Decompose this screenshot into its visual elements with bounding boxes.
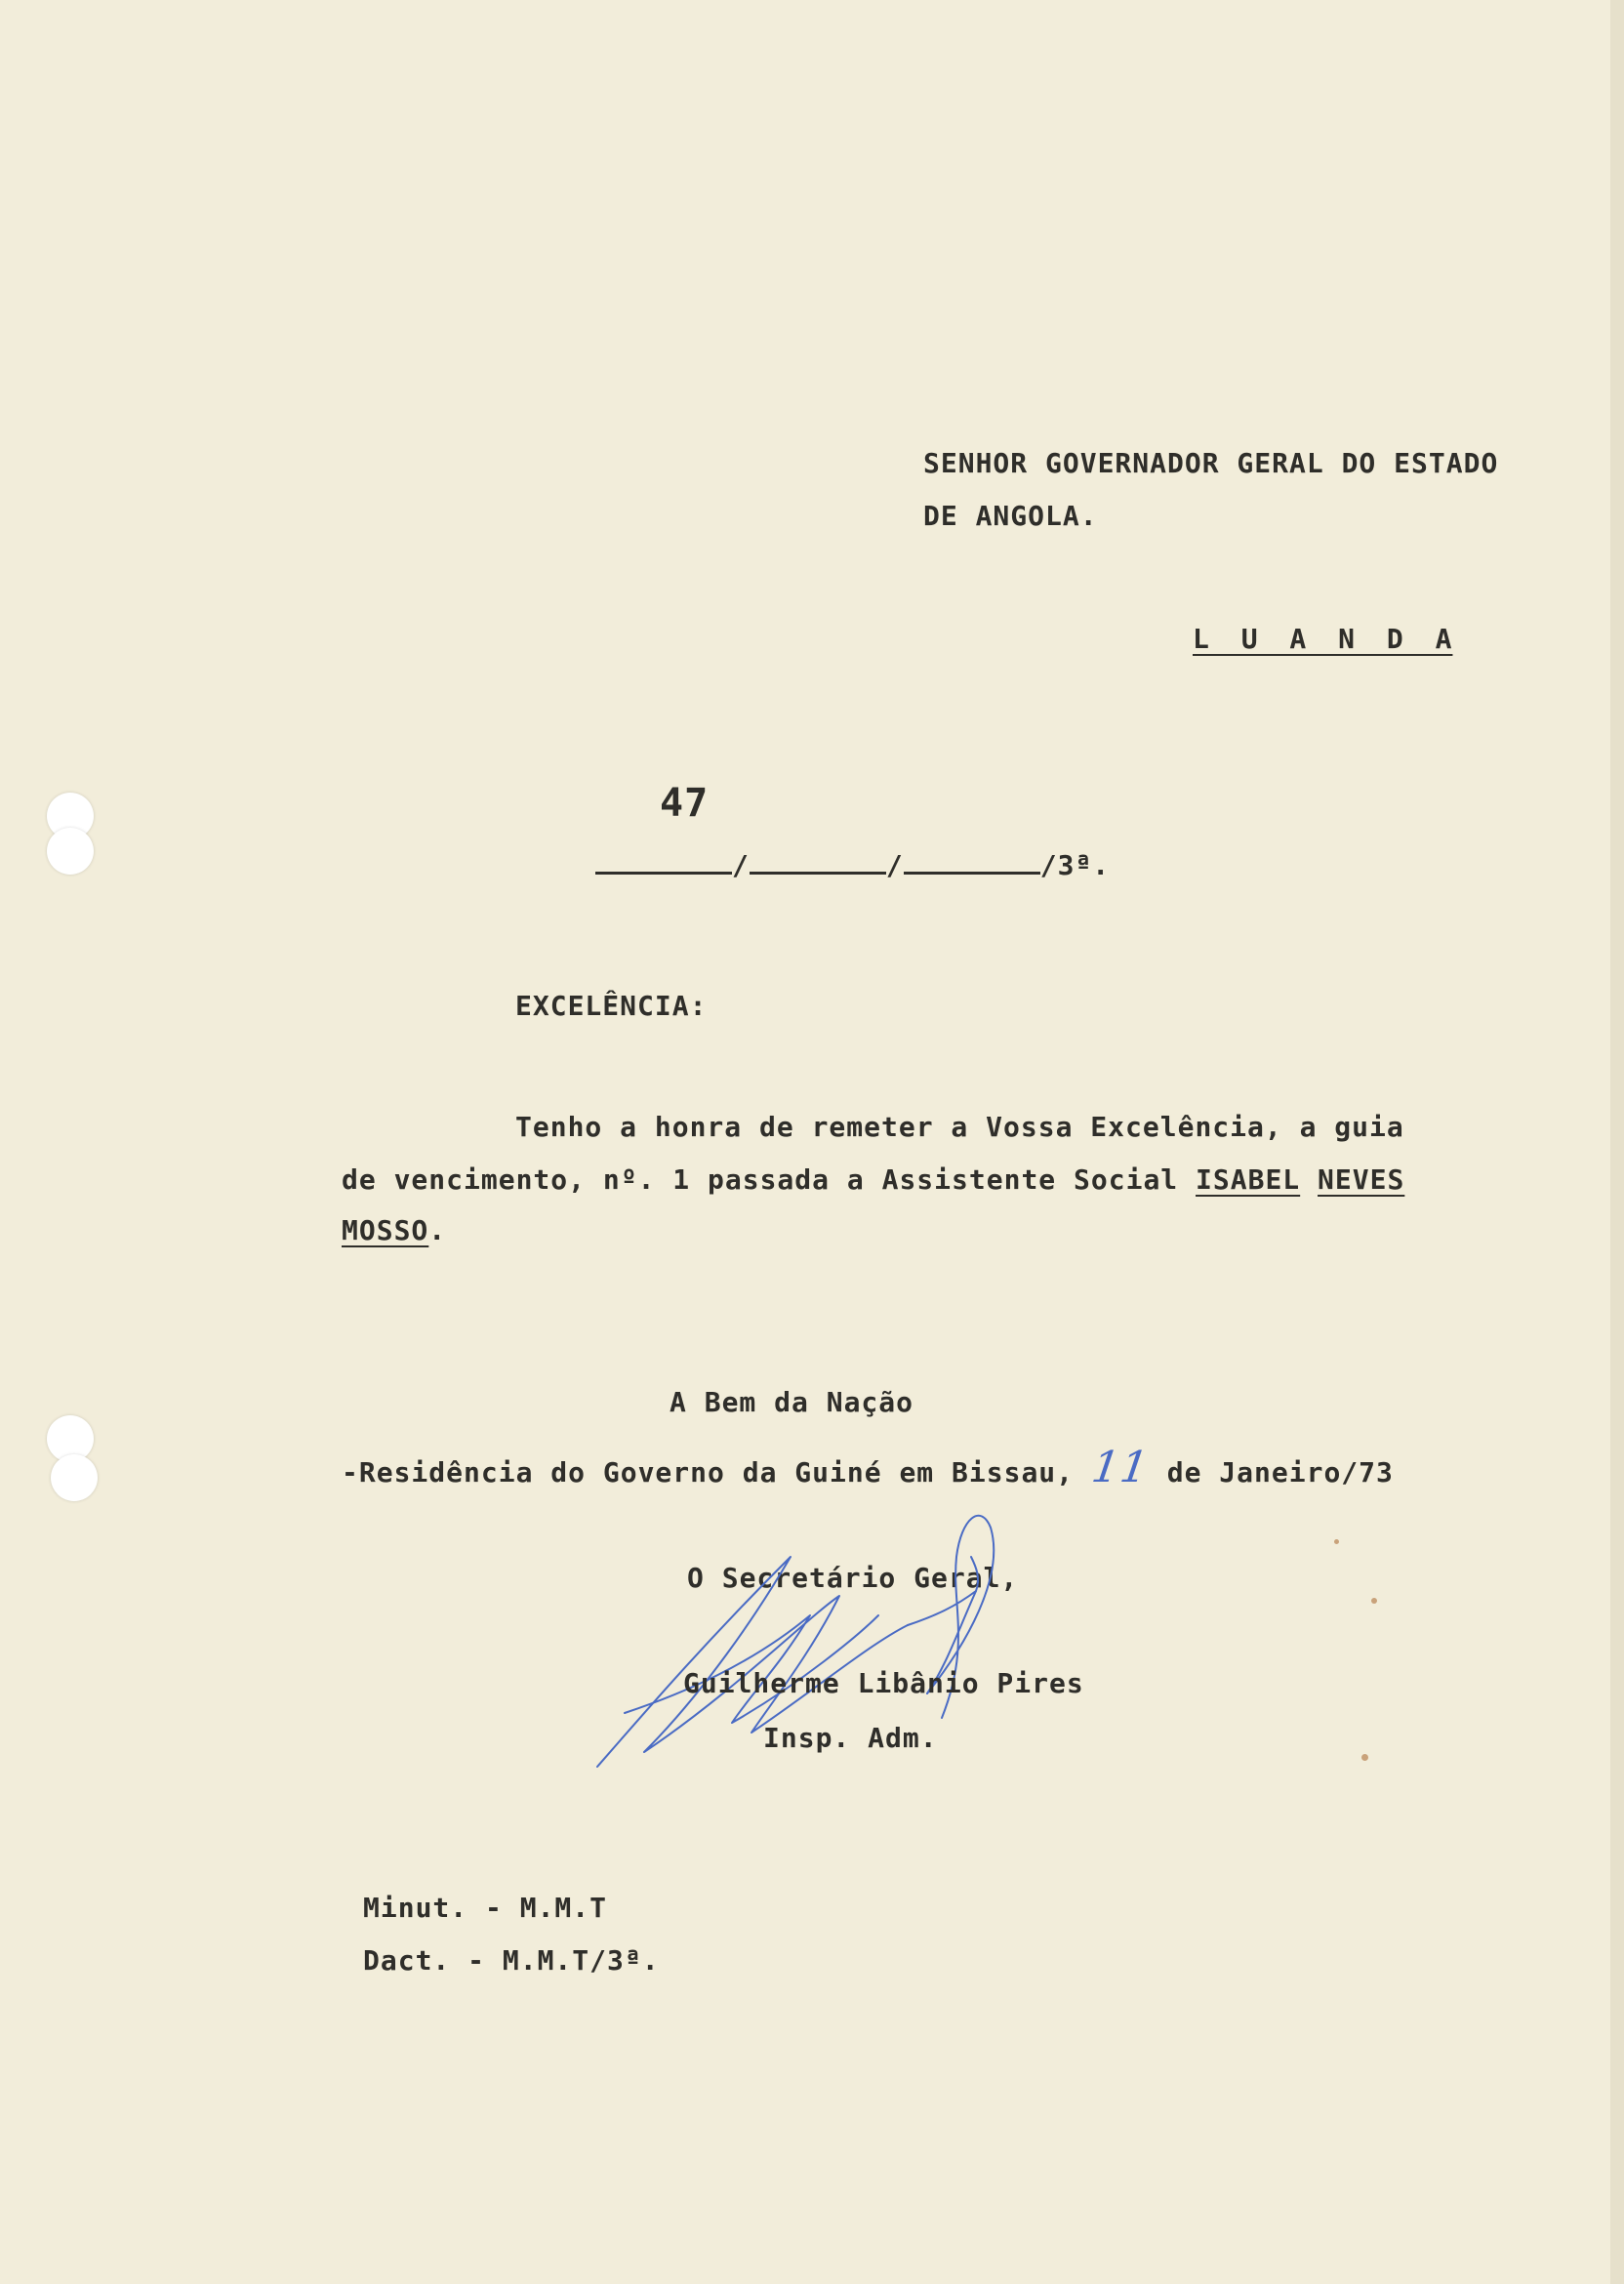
signature-title: O Secretário Geral, [687, 1562, 1019, 1594]
addressee-line-2: DE ANGOLA. [923, 500, 1098, 532]
beneficiary-last-name: MOSSO [342, 1214, 429, 1246]
footer-line-2: Dact. - M.M.T/3ª. [363, 1944, 660, 1977]
signature-name: Guilherme Libânio Pires [683, 1667, 1084, 1699]
beneficiary-first-name: ISABEL [1196, 1163, 1301, 1196]
addressee-line-1: SENHOR GOVERNADOR GERAL DO ESTADO [923, 447, 1499, 479]
reference-blank-1 [595, 850, 732, 875]
handwritten-day: 11 [1088, 1443, 1153, 1492]
beneficiary-middle-name: NEVES [1318, 1163, 1405, 1196]
paper-fleck [1334, 1539, 1339, 1544]
salutation: EXCELÊNCIA: [515, 990, 708, 1022]
addressee-city: L U A N D A [1193, 623, 1453, 655]
paper-fleck [1371, 1598, 1377, 1604]
body-line-1: Tenho a honra de remeter a Vossa Excelência, a guia [515, 1111, 1404, 1143]
closing-date: de Janeiro/73 [1166, 1456, 1394, 1489]
body-line-3-suffix: . [428, 1214, 447, 1246]
reference-blank-3 [904, 850, 1040, 875]
reference-blank-2 [750, 850, 886, 875]
footer-line-1: Minut. - M.M.T [363, 1892, 608, 1924]
paper-fleck [1361, 1754, 1368, 1761]
punch-hole-top-2 [47, 828, 94, 875]
reference-suffix: /3ª. [1039, 849, 1111, 881]
reference-number: 47 [660, 781, 710, 826]
body-line-3 [342, 1214, 446, 1246]
signature-role: Insp. Adm. [763, 1722, 938, 1754]
reference-slash-2: / [885, 849, 904, 881]
closing-motto: A Bem da Nação [670, 1386, 914, 1418]
reference-line [595, 849, 1110, 881]
reference-slash-1: / [732, 849, 750, 881]
paper-edge [1610, 0, 1624, 2284]
closing-place: -Residência do Governo da Guiné em Bissau, [342, 1456, 1075, 1489]
punch-hole-bottom-2 [51, 1454, 98, 1501]
signature-stroke [971, 1557, 978, 1591]
body-line-2 [342, 1163, 1404, 1196]
closing-place-date [342, 1443, 1394, 1492]
body-line-2-text: de vencimento, nº. 1 passada a Assistente Social [342, 1163, 1197, 1196]
